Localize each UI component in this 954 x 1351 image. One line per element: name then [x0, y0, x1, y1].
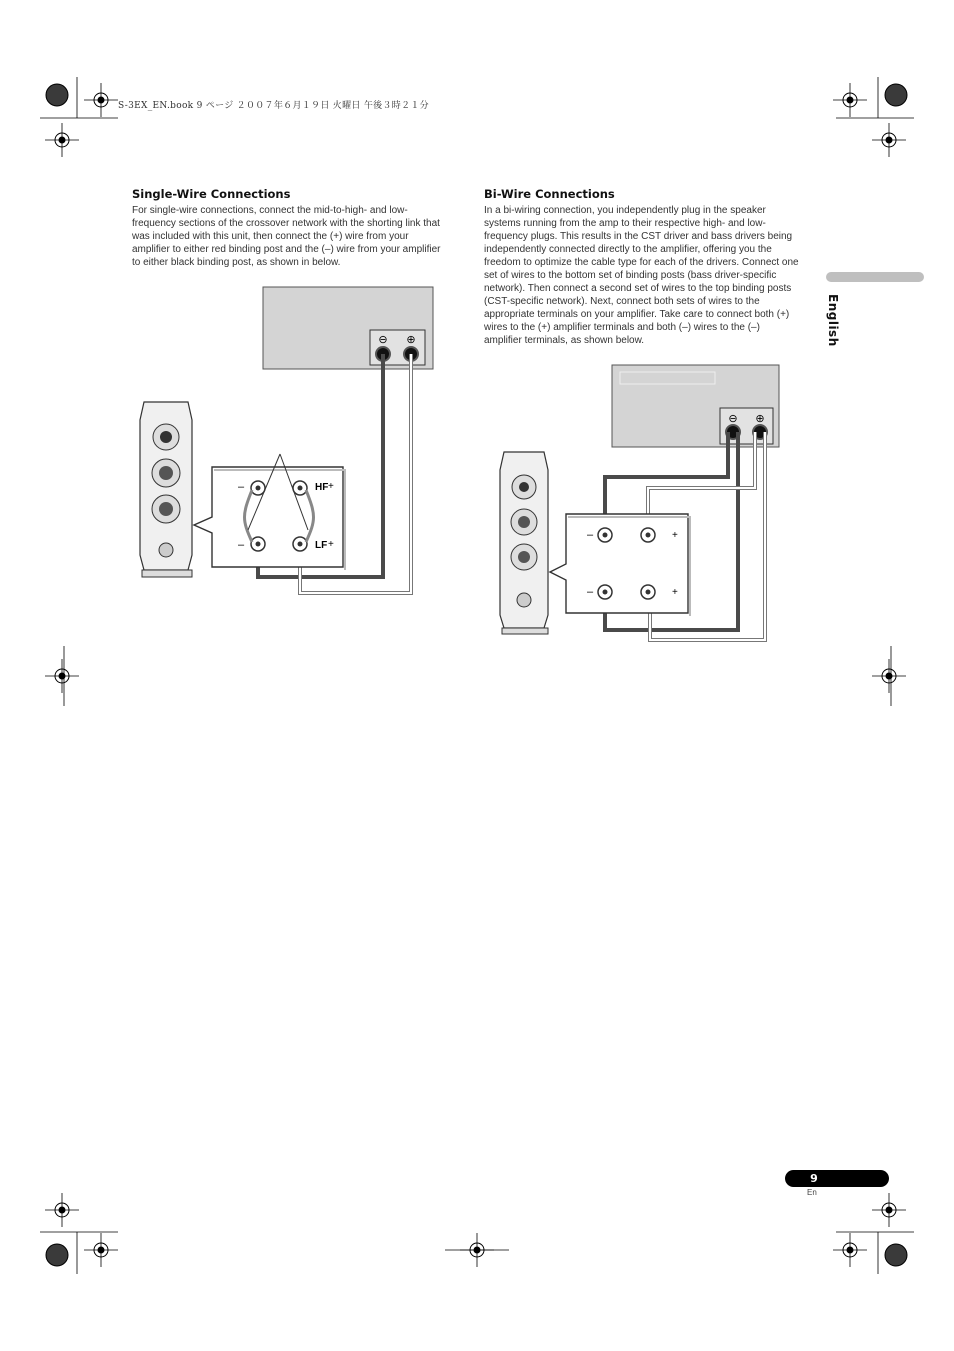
amp-plus-label: ⊕	[755, 413, 765, 425]
registration-disc-icon	[885, 1244, 907, 1266]
page-lang-code: En	[807, 1188, 817, 1197]
single-wire-diagram	[130, 280, 450, 610]
lf-minus-label: –	[587, 586, 594, 598]
single-wire-body: For single-wire connections, connect the mid-to-high- and low-frequency sections of the crossover network with the shorting link that was included with this unit, then connect the (+) wire from your amplifier to either red binding post and the (–) wire from your amplifier to either black binding post, as shown in below.	[132, 205, 441, 268]
registration-disc-icon	[46, 1244, 68, 1266]
registration-mark-icon	[833, 83, 867, 117]
book-meta: S-3EX_EN.book 9 ページ ２００７年６月１９日 火曜日 午後３時２１分	[118, 101, 429, 111]
speaker-icon	[140, 402, 192, 577]
bi-wire-body: In a bi-wiring connection, you independently plug in the speaker systems running from the amp to their respective high- and low-frequency plugs. This results in the CST driver and bass drivers being independently connected directly to the amplifier, offering you the freedom to optimize the cable type for each of the drivers. Connect one set of wires to the bottom set of binding posts (bass driver-specific network). Then connect a second set of wires to the top binding posts (CST-specific network). Next, connect both sets of wires to the appropriate terminals on your amplifier. Take care to connect both (+) wires to the (+) amplifier terminals and both (–) wires to the (–) amplifier terminals, as shown below.	[484, 205, 799, 346]
page-number: 9	[810, 1172, 818, 1185]
amp-minus-label: ⊖	[378, 334, 388, 346]
registration-mark-icon	[872, 659, 906, 693]
registration-disc-icon	[885, 84, 907, 106]
bi-wire-diagram	[490, 360, 790, 650]
speaker-icon	[500, 452, 548, 634]
language-tab	[826, 272, 924, 282]
lf-plus-label: +	[328, 539, 334, 550]
registration-mark-icon	[833, 1233, 867, 1267]
amp-plus-label: ⊕	[406, 334, 416, 346]
hf-minus-label: –	[587, 529, 594, 541]
language-label: English	[826, 294, 840, 347]
amp-minus-label: ⊖	[728, 413, 738, 425]
lf-label: LF	[315, 540, 328, 551]
bi-wire-title: Bi-Wire Connections	[484, 187, 615, 201]
lf-plus-label: +	[672, 587, 678, 598]
registration-disc-icon	[46, 84, 68, 106]
registration-mark-icon	[872, 123, 906, 157]
registration-mark-icon	[84, 83, 118, 117]
single-wire-title: Single-Wire Connections	[132, 187, 291, 201]
hf-plus-label: +	[672, 530, 678, 541]
registration-mark-icon	[84, 1233, 118, 1267]
registration-mark-icon	[45, 1193, 79, 1227]
terminal-callout	[550, 514, 688, 613]
hf-plus-label: +	[328, 481, 334, 492]
registration-mark-icon	[45, 123, 79, 157]
registration-mark-icon	[45, 659, 79, 693]
lf-minus-label: –	[238, 539, 245, 551]
hf-label: HF	[315, 482, 329, 493]
hf-minus-label: –	[238, 481, 245, 493]
registration-mark-icon	[872, 1193, 906, 1227]
